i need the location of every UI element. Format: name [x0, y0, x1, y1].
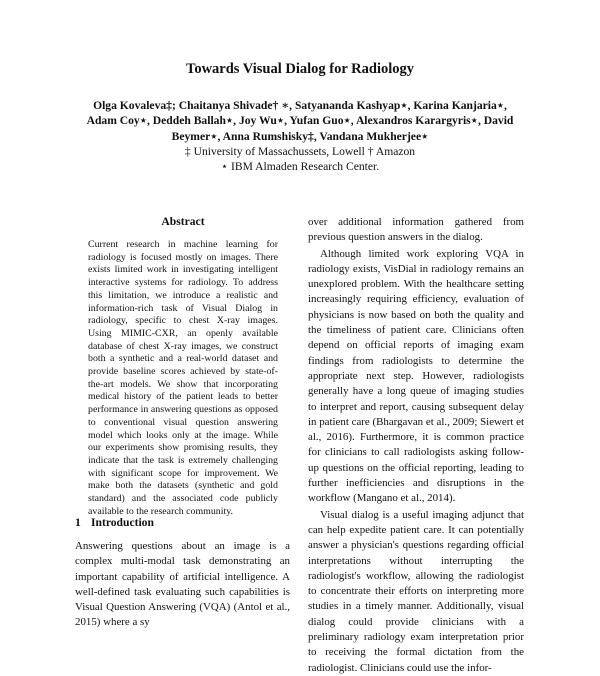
affiliation-line-2: ⋆ IBM Almaden Research Center.: [220, 160, 380, 173]
right-column: [308, 215, 524, 676]
affiliation-line-1: ‡ University of Massachussets, Lowell † Amazon: [184, 145, 416, 158]
abstract-body: Current research in machine learning for radiology is focused mostly on images. There exists limited work in investigating intelligent interactive systems for radiology. To address this limitation, we introduce a realistic and information-rich task of Visual Dialog in radiology, specific to chest X-ray images. Using MIMIC-CXR, an openly available database of chest X-ray images, we construct both a synthetic and a real-world dataset and provide baseline scores achieved by state-of-the-art models. We show that incorporating medical history of the patient leads to better performance in answering questions as opposed to conventional visual question answering model which looks only at the image. While our experiments show promising results, they indicate that the task is extremely challenging with significant scope for improvement. We make both the datasets (synthetic and gold standard) and the associated code publicly available to the research community.: [88, 239, 278, 517]
section-number: 1: [75, 516, 81, 529]
section-title: Introduction: [91, 516, 154, 529]
section-heading-introduction: [75, 516, 295, 529]
abstract-heading: Abstract: [161, 215, 205, 228]
paper-title: Towards Visual Dialog for Radiology: [185, 61, 414, 77]
right-paragraph-vqa-radiology: Although limited work exploring VQA in radiology exists, VisDial in radiology remains an unexplored problem. With the healthcare setting increasingly requiring efficiency, evaluation of physicians is now based on both the quality and the timeliness of patient care. Clinicians often depend on official reports of imaging exam findings from radiologists to determine the appropriate next step. However, radiologists generally have a long queue of imaging studies to interpret and report, causing subsequent delay in patient care (Bhargavan et al., 2009; Siewert et al., 2016). Furthermore, it is common practice for clinicians to call radiologists asking follow-up questions on the official reporting, leading to further inefficiencies and disruptions in the workflow (Mangano et al., 2014).: [308, 247, 524, 505]
introduction-paragraph: Answering questions about an image is a complex multi-modal task demonstrating an important capability of artificial intelligence. A well-defined task evaluating such capabilities is Visual Question Answering (VQA) (Antol et al., 2015) where a sy: [75, 540, 290, 629]
author-list: Olga Kovaleva‡; Chaitanya Shivade† ∗, Satyananda Kashyap⋆, Karina Kanjaria⋆, Adam Coy⋆, Deddeh Ballah⋆, Joy Wu⋆, Yufan Guo⋆, Alexandros Karargyris⋆, David Beymer⋆, Anna Rumshisky‡, Vandana Mukherjee⋆: [86, 99, 514, 143]
right-paragraph-visual-dialog: Visual dialog is a useful imaging adjunct that can help expedite patient care. It can potentially answer a physician's questions regarding official interpretations without interrupting the radiologist's workflow, allowing the radiologist to concentrate their efforts on interpreting more studies in a timely manner. Additionally, visual dialog could provide clinicians with a preliminary radiology exam interpretation prior to receiving the formal dictation from the radiologist. Clinicians could use the infor-: [308, 508, 524, 674]
right-paragraph-continuation: over additional information gathered from previous question answers in the dialog.: [308, 216, 524, 244]
